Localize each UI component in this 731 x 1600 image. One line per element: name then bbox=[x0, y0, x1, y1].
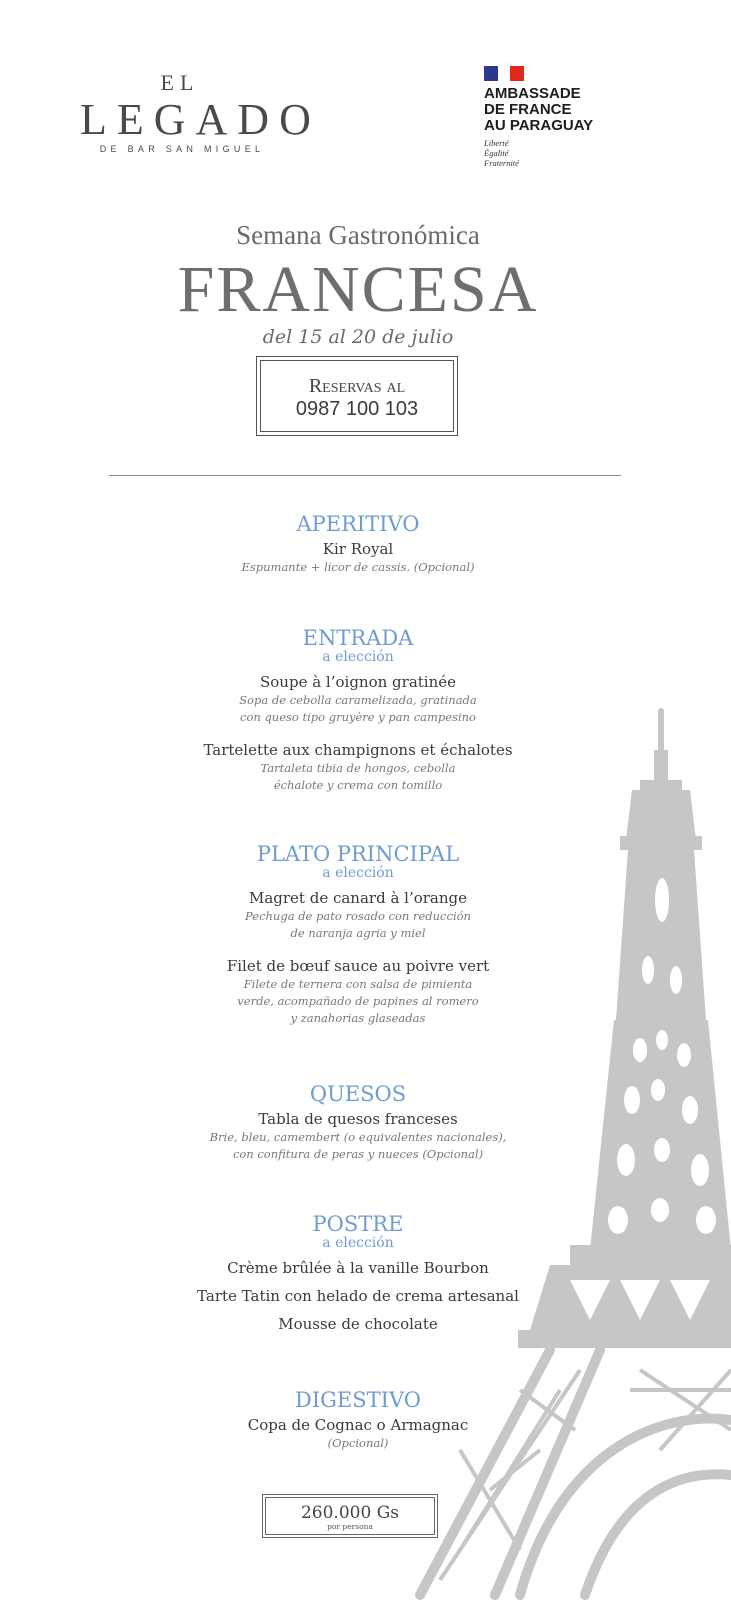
dish-description-line: échalote y crema con tomillo bbox=[273, 778, 443, 792]
reservation-phone[interactable]: 0987 100 103 bbox=[295, 398, 419, 420]
section-aperitivo bbox=[0, 512, 716, 576]
dish-description-line: con queso tipo gruyère y pan campesino bbox=[240, 710, 476, 724]
dish-description: Espumante + licor de cassis. (Opcional) bbox=[241, 560, 475, 574]
price-per-person: por persona bbox=[327, 1522, 373, 1531]
price-box bbox=[262, 1494, 438, 1538]
dish-description: (Opcional) bbox=[327, 1436, 389, 1450]
logo-legado-text: LEGADO bbox=[80, 95, 321, 144]
section-title: QUESOS bbox=[309, 1082, 407, 1106]
embassy-line-1: AMBASSADE bbox=[484, 85, 581, 102]
el-legado-logo bbox=[70, 70, 321, 154]
embassy-line-3: AU PARAGUAY bbox=[484, 117, 594, 134]
dish-description-line: verde, acompañado de papines al romero bbox=[237, 994, 479, 1008]
dish-name: Kir Royal bbox=[322, 540, 394, 558]
section-plato-principal bbox=[0, 842, 716, 1027]
section-note: a elección bbox=[322, 1235, 394, 1251]
dish-description-line: de naranja agria y miel bbox=[290, 926, 426, 940]
section-postre bbox=[0, 1212, 716, 1334]
dish-name: Copa de Cognac o Armagnac bbox=[247, 1416, 469, 1434]
price-amount: 260.000 Gs bbox=[300, 1503, 399, 1523]
dish-description-line: Filete de ternera con salsa de pimienta bbox=[243, 977, 473, 991]
dish-description-line: Sopa de cebolla caramelizada, gratinada bbox=[239, 693, 477, 707]
section-title: DIGESTIVO bbox=[295, 1388, 421, 1412]
reservation-box bbox=[256, 356, 458, 436]
french-flag-icon bbox=[484, 66, 524, 81]
dish-name: Tabla de quesos franceses bbox=[258, 1110, 458, 1128]
section-title: APERITIVO bbox=[296, 512, 420, 536]
embassy-logo bbox=[484, 66, 664, 168]
dish-name: Magret de canard à l’orange bbox=[248, 889, 468, 907]
dish-description-line: Pechuga de pato rosado con reducción bbox=[245, 909, 471, 923]
section-note: a elección bbox=[322, 649, 394, 665]
section-entrada bbox=[0, 626, 716, 794]
event-title: FRANCESA bbox=[177, 253, 539, 326]
motto-fraternite: Fraternité bbox=[484, 158, 519, 168]
dish-description-line: Brie, bleu, camembert (o equivalentes nacionales), bbox=[209, 1130, 507, 1144]
section-divider bbox=[109, 475, 621, 476]
motto-egalite: Égalité bbox=[484, 148, 509, 158]
event-subtitle: Semana Gastronómica bbox=[236, 220, 480, 250]
dish-name: Mousse de chocolate bbox=[278, 1315, 438, 1333]
dish-name: Crème brûlée à la vanille Bourbon bbox=[227, 1259, 489, 1277]
section-digestivo bbox=[0, 1388, 716, 1452]
reservation-label: Reservas al bbox=[308, 375, 406, 397]
section-title: POSTRE bbox=[312, 1212, 404, 1236]
dish-description-line: Tartaleta tibia de hongos, cebolla bbox=[260, 761, 456, 775]
logo-el-text: EL bbox=[160, 70, 200, 95]
section-title: PLATO PRINCIPAL bbox=[256, 842, 460, 866]
dish-description-line: con confitura de peras y nueces (Opcional) bbox=[232, 1147, 484, 1161]
section-note: a elección bbox=[322, 865, 394, 881]
logo-subtitle: DE BAR SAN MIGUEL bbox=[99, 144, 265, 154]
section-quesos bbox=[0, 1082, 716, 1163]
dish-description-line: y zanahorias glaseadas bbox=[290, 1011, 426, 1025]
dish-name: Tarte Tatin con helado de crema artesanal bbox=[197, 1287, 519, 1305]
motto-liberte: Liberté bbox=[484, 138, 509, 148]
embassy-line-2: DE FRANCE bbox=[484, 101, 572, 118]
section-title: ENTRADA bbox=[302, 626, 414, 650]
dish-name: Tartelette aux champignons et échalotes bbox=[203, 741, 513, 759]
event-dates: del 15 al 20 de julio bbox=[262, 326, 454, 348]
dish-name: Soupe à l’oignon gratinée bbox=[260, 673, 456, 691]
dish-name: Filet de bœuf sauce au poivre vert bbox=[226, 957, 490, 975]
